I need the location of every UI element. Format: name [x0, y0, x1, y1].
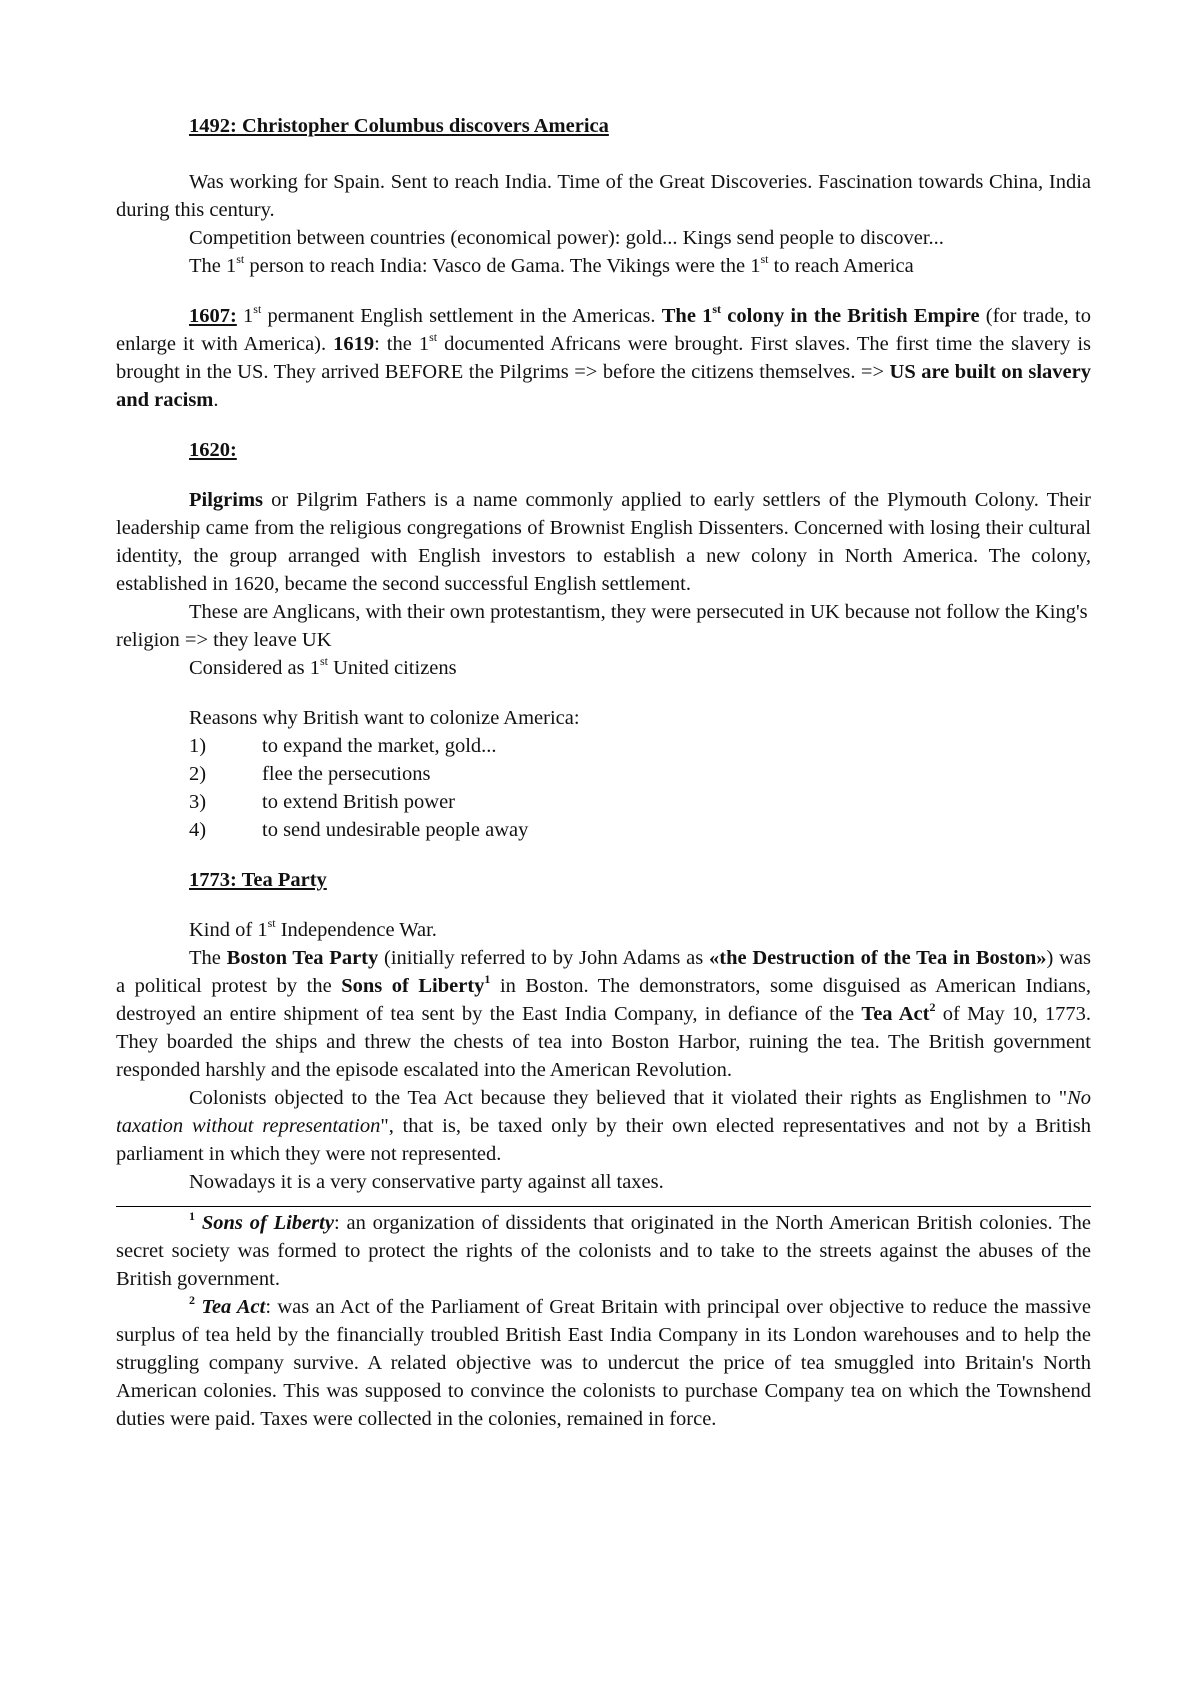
paragraph-anglicans: These are Anglicans, with their own protestantism, they were persecuted in UK because not follow the King's religion => they leave UK: [116, 601, 1088, 651]
paragraph-1607: 1607: 1st permanent English settlement in the Americas. The 1st colony in the British Empire (for trade, to enlarge it with America). 1619: the 1st documented Africans were brought. First slaves. The first time the slavery is brought in the US. They arrived BEFORE the Pilgrims => before the citizens themselves. => US are built on slavery and racism.: [116, 302, 1091, 411]
paragraph-1492-competition: Competition between countries (economical power): gold... Kings send people to discover...: [189, 227, 944, 249]
paragraph-1492-first: The 1st person to reach India: Vasco de Gama. The Vikings were the 1st to reach America: [189, 252, 914, 277]
list-item: 4) to send undesirable people away: [189, 819, 529, 841]
paragraph-boston-tea-party: The Boston Tea Party (initially referred to by John Adams as «the Destruction of the Tea in Boston») was a political protest by the Sons of Liberty$^1$ in Boston. The demonstrators, some disguised as American Indians, destroyed an entire shipment of tea sent by the East India Company, in defiance of the Tea Act$^2$ of May 10, 1773. They boarded the ships and threw the chests of tea into Boston Harbor, ruining the tea. The British government responded harshly and the episode escalated into the American Revolution.: [116, 947, 1092, 1081]
footnote-2: $^2$ Tea Act: was an Act of the Parliament of Great Britain with principal over objective to reduce the massive surplus of tea held by the financially troubled British East India Company in its London warehouses and to help the struggling company survive. A related objective was to undercut the price of tea smuggled into Britain's North American colonies. This was supposed to convince the colonists to purchase Company tea on which the Townshend duties were paid. Taxes were collected in the colonies, remained in force.: [116, 1293, 1091, 1430]
list-item: 3) to extend British power: [189, 791, 456, 813]
footnote-ref-1[interactable]: 1: [484, 972, 491, 987]
list-item: 1) to expand the market, gold...: [189, 735, 497, 757]
footnote-1: $^1$ Sons of Liberty: an organization of dissidents that originated in the North American British colonies. The secret society was formed to protect the rights of the colonists and to take to the streets against the abuses of the British government.: [116, 1209, 1092, 1290]
paragraph-1492-intro: Was working for Spain. Sent to reach India. Time of the Great Discoveries. Fascination towards China, India during this century.: [116, 171, 1091, 221]
reasons-list: [189, 732, 1091, 844]
heading-1492: 1492: Christopher Columbus discovers America: [189, 115, 609, 137]
heading-1773: 1773: Tea Party: [189, 869, 327, 891]
paragraph-independence-war: Kind of 1st Independence War.: [189, 916, 437, 941]
footnote-ref-2[interactable]: 2: [929, 1000, 936, 1015]
paragraph-colonists-objected: Colonists objected to the Tea Act because they believed that it violated their rights as Englishmen to "No taxation without representation", that is, be taxed only by their own elected representatives and not by a British parliament in which they were not represented.: [116, 1087, 1091, 1165]
paragraph-nowadays: Nowadays it is a very conservative party against all taxes.: [189, 1171, 664, 1193]
paragraph-first-citizens: Considered as 1st United citizens: [189, 654, 457, 679]
paragraph-pilgrims: Pilgrims or Pilgrim Fathers is a name commonly applied to early settlers of the Plymouth Colony. Their leadership came from the religious congregations of Brownist English Dissenters. Concerned with losing their cultural identity, the group arranged with English investors to establish a new colony in North America. The colony, established in 1620, became the second successful English settlement.: [116, 489, 1091, 595]
heading-1620: 1620:: [189, 439, 237, 461]
heading-1607: 1607:: [189, 305, 237, 327]
list-item: 2) flee the persecutions: [189, 763, 431, 785]
footnote-separator: [116, 1206, 1091, 1207]
reasons-title: Reasons why British want to colonize America:: [189, 707, 580, 729]
document-page: [116, 112, 1091, 1433]
